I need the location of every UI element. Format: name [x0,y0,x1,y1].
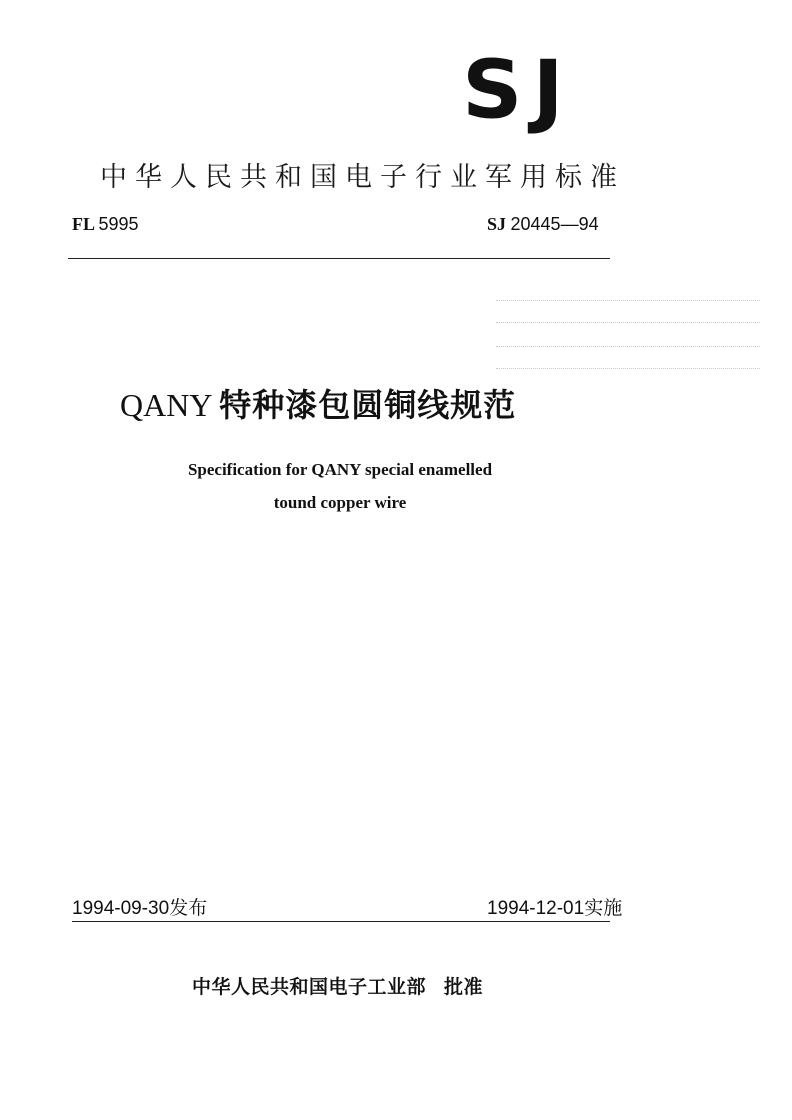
title-latin: QANY [120,387,212,423]
english-title-line-2: tound copper wire [273,493,407,512]
document-title [120,380,516,426]
standard-number: 20445—94 [510,214,599,234]
classification-number: 5995 [98,214,139,234]
effective-date-label: 实施 [584,898,623,919]
standard-type-heading: 中华人民共和国电子行业军用标准 [100,162,625,193]
sj-logo: SJ [462,43,574,137]
approval-label: 批准 [444,976,484,998]
issue-date-value: 1994-09-30 [72,898,170,919]
bottom-divider [72,921,610,922]
effective-date-value: 1994-12-01 [487,898,585,919]
dotted-line [496,346,760,347]
approving-authority: 中华人民共和国电子工业部 [192,976,427,998]
dotted-line [496,322,760,323]
issue-date-label: 发布 [169,898,208,919]
top-divider [68,258,610,259]
effective-date [487,893,622,920]
title-chinese: 特种漆包圆铜线规范 [219,386,517,424]
dotted-line [496,368,760,369]
approval-line [192,972,483,999]
classification-prefix: FL [72,214,95,234]
dotted-line [496,300,760,301]
english-title-line-1: Specification for QANY special enamelled [187,460,493,479]
classification-code [72,214,139,235]
standard-prefix: SJ [487,214,507,234]
standard-code [487,214,599,235]
issue-date [72,893,207,920]
